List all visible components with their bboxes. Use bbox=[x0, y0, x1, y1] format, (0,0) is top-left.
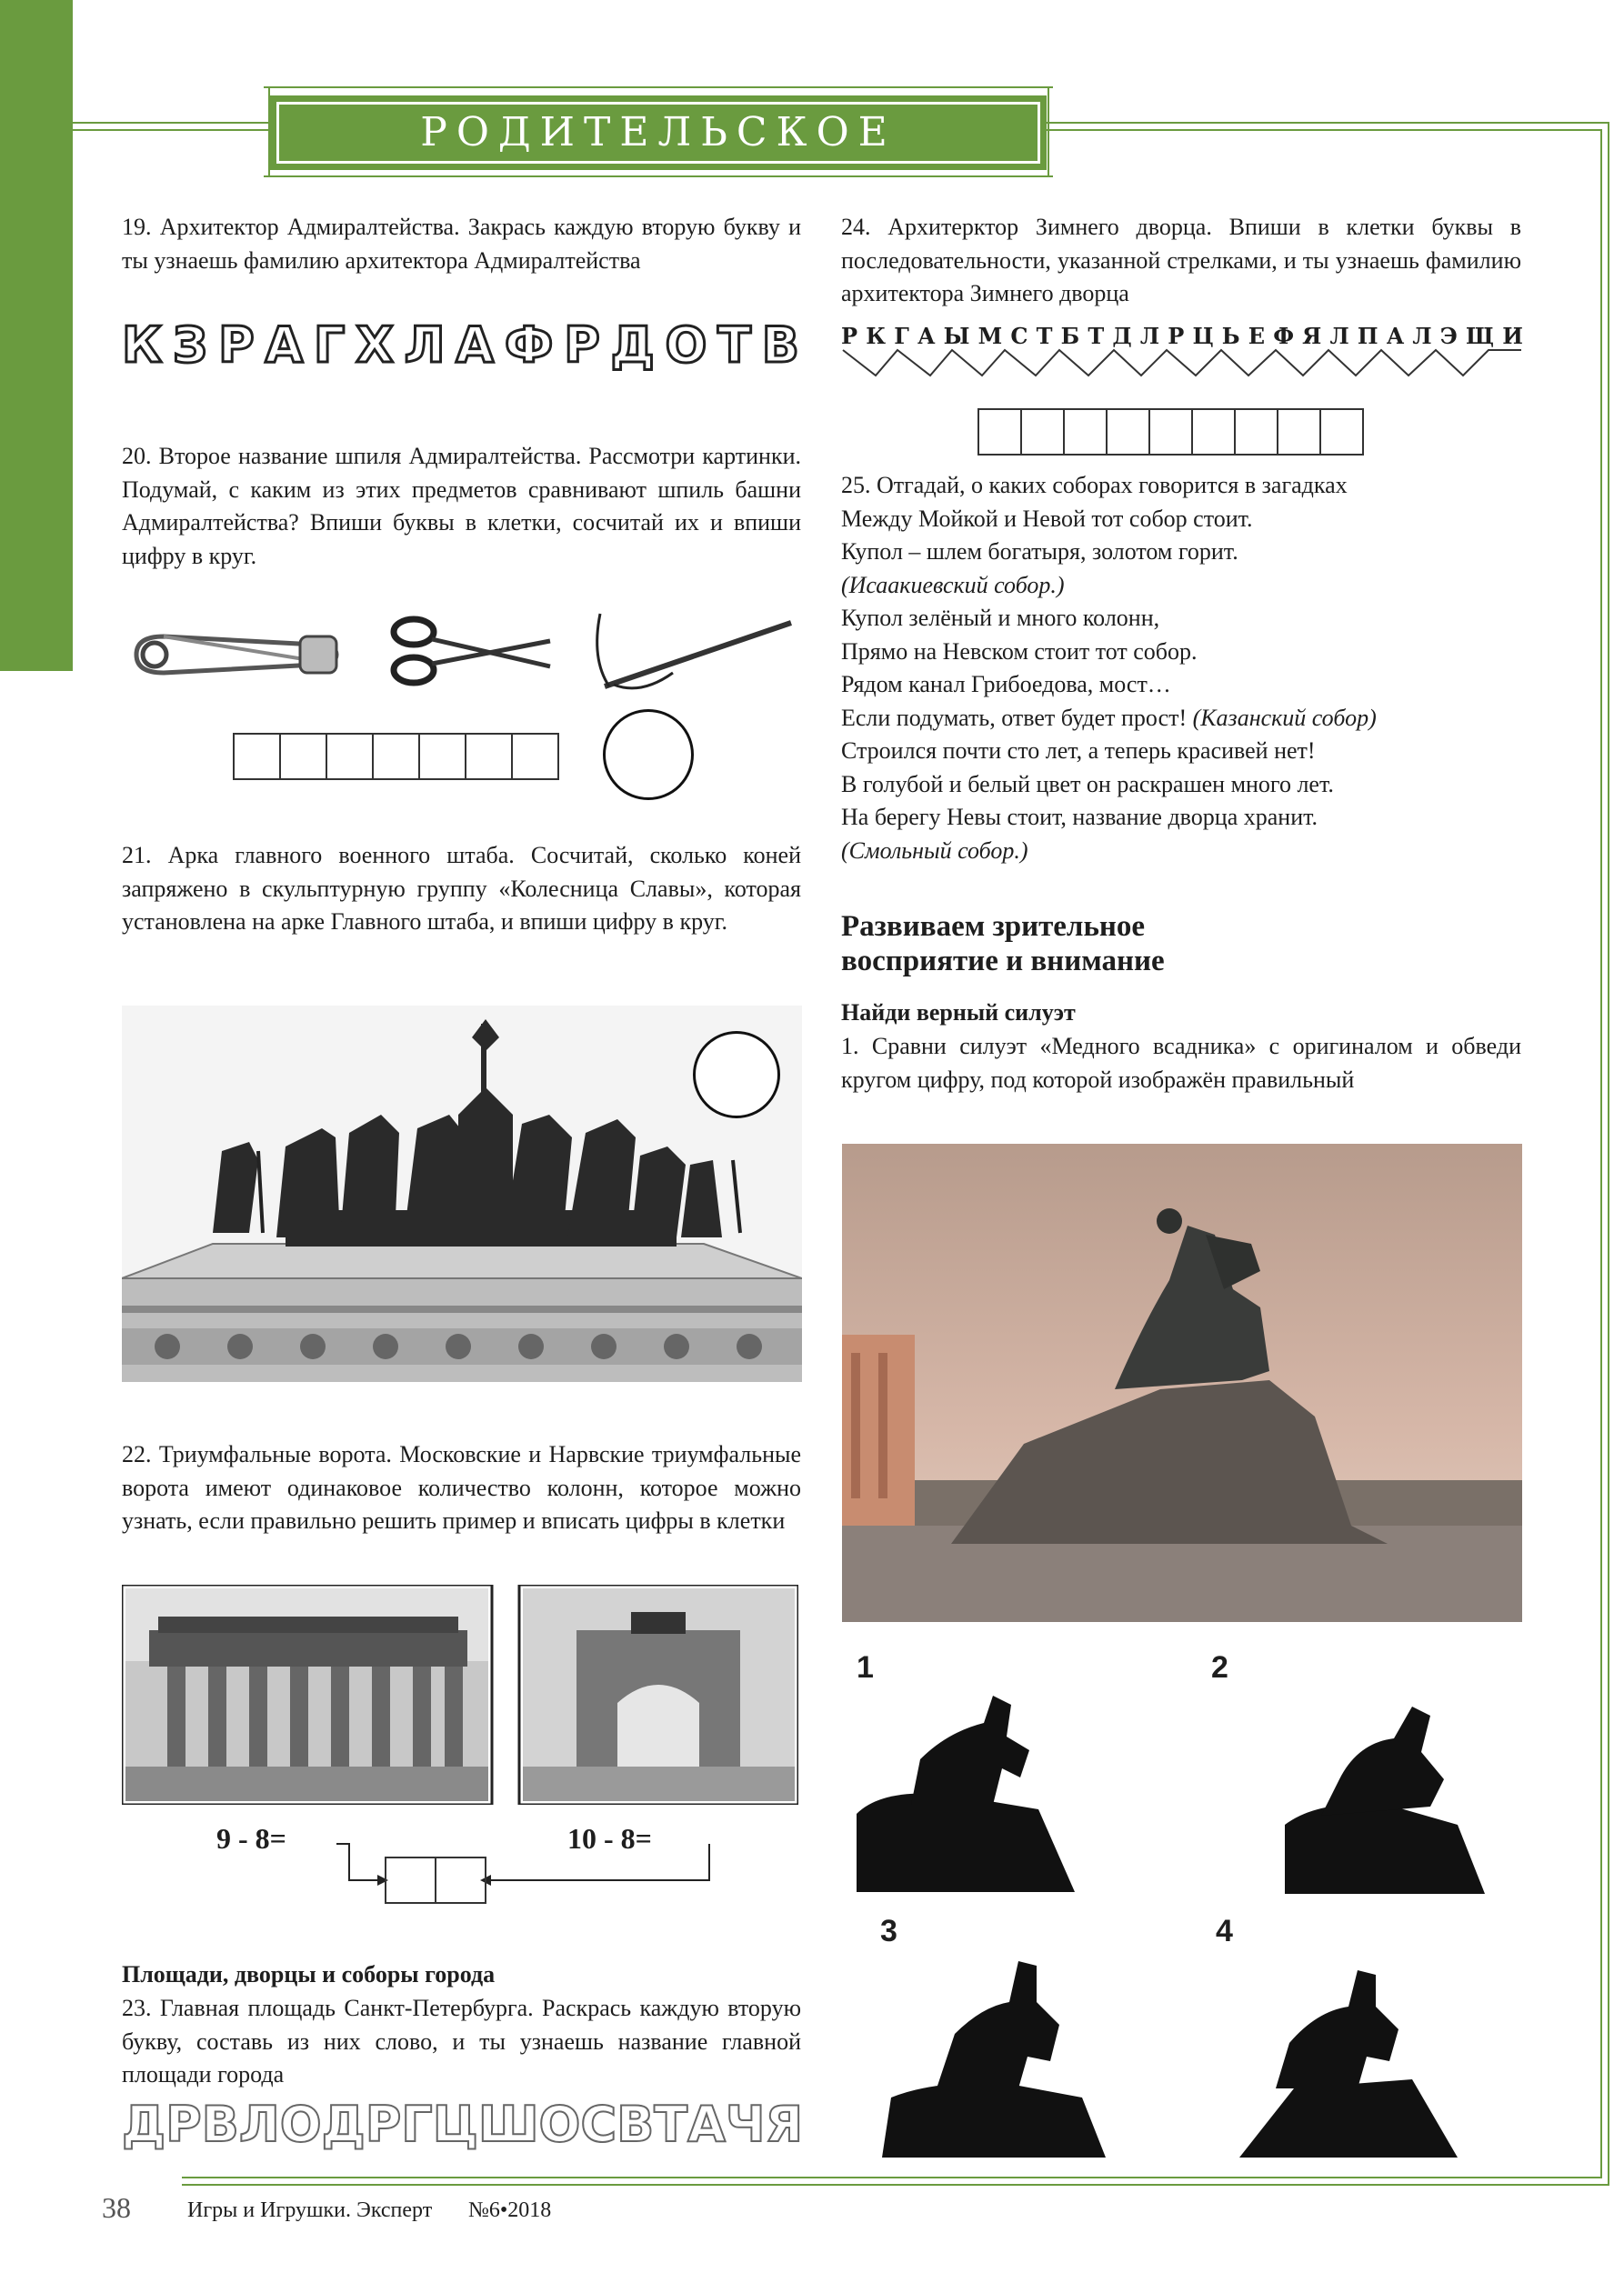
q21-answer-circle[interactable] bbox=[693, 1031, 780, 1118]
section-title-squares: Площади, дворцы и соборы города bbox=[122, 1961, 496, 1988]
riddle-line: Строился почти сто лет, а теперь красивей нет! bbox=[841, 737, 1316, 764]
frame-line bbox=[1048, 86, 1049, 177]
letter[interactable]: З bbox=[172, 316, 210, 374]
bronze-horseman-photo bbox=[842, 1144, 1522, 1622]
letter: Л bbox=[1329, 323, 1349, 349]
letter: П bbox=[1357, 323, 1378, 349]
silhouette-number[interactable]: 3 bbox=[880, 1914, 897, 1948]
silhouette-2 bbox=[1285, 1688, 1485, 1894]
letter[interactable]: О bbox=[279, 2096, 322, 2153]
riddle-line-text: Если подумать, ответ будет прост! bbox=[841, 704, 1193, 731]
frame-line bbox=[182, 2177, 1602, 2178]
letter[interactable]: А bbox=[265, 316, 306, 374]
q23-letter-row bbox=[122, 2096, 804, 2159]
letter[interactable]: А bbox=[687, 2096, 726, 2153]
letter: Ф bbox=[1273, 323, 1294, 349]
silhouette-1 bbox=[857, 1687, 1075, 1892]
riddle-answer: (Казанский собор) bbox=[1192, 704, 1377, 731]
letter: Э bbox=[1439, 323, 1458, 349]
answer-cell[interactable] bbox=[977, 408, 1022, 456]
letter[interactable]: Х bbox=[356, 316, 396, 374]
equation-left: 9 - 8= bbox=[216, 1822, 286, 1855]
frame-line bbox=[1608, 122, 1609, 2184]
letter: Щ bbox=[1466, 323, 1495, 349]
letter[interactable]: Г bbox=[401, 2096, 433, 2153]
frame-line bbox=[268, 86, 270, 177]
answer-cell[interactable] bbox=[1191, 408, 1236, 456]
letter: Р bbox=[1168, 323, 1185, 349]
frame-line bbox=[73, 122, 271, 124]
letter: Т bbox=[1036, 323, 1053, 349]
riddle-line: В голубой и белый цвет он раскрашен много лет. bbox=[841, 770, 1334, 797]
letter: Б bbox=[1060, 323, 1080, 349]
letter[interactable]: Р bbox=[165, 2096, 202, 2153]
silhouette-number[interactable]: 2 bbox=[1211, 1650, 1228, 1685]
scissors-image bbox=[386, 614, 555, 691]
letter[interactable]: Р bbox=[365, 2096, 402, 2153]
riddle-answer: (Смольный собор.) bbox=[841, 836, 1028, 864]
answer-cell[interactable] bbox=[326, 733, 374, 780]
letter[interactable]: Д bbox=[321, 2096, 366, 2153]
page-title: РОДИТЕЛЬСКОЕ СОБРАНИЕ bbox=[420, 109, 897, 226]
q22-text: 22. Триумфальные ворота. Московские и Нарвские триумфальные ворота имеют одинаковое количество колонн, которое можно узнать, если правильно решить пример и вписать цифры в клетки bbox=[122, 1441, 801, 1534]
riddle-line: Купол зелёный и много колонн, bbox=[841, 605, 1160, 631]
answer-cell[interactable] bbox=[511, 733, 559, 780]
answer-cell[interactable] bbox=[435, 1857, 486, 1904]
letter[interactable]: Г bbox=[314, 316, 347, 374]
task1-text: 1. Сравни силуэт «Медного всадника» с оригиналом и обведи кругом цифру, под которой изображён правильный bbox=[841, 1033, 1521, 1093]
silhouette-3 bbox=[882, 1952, 1106, 2158]
letter[interactable]: Л bbox=[238, 2096, 280, 2153]
letter[interactable]: Р bbox=[218, 316, 256, 374]
letter[interactable]: О bbox=[538, 2096, 581, 2153]
safety-pin-image bbox=[127, 618, 346, 691]
q20-answer-circle[interactable] bbox=[603, 709, 694, 800]
answer-cell[interactable] bbox=[372, 733, 420, 780]
riddle-line: Между Мойкой и Невой тот собор стоит. bbox=[841, 505, 1253, 532]
answer-cell[interactable] bbox=[465, 733, 513, 780]
letter[interactable]: Я bbox=[765, 2096, 804, 2153]
silhouette-number[interactable]: 4 bbox=[1216, 1914, 1233, 1948]
frame-line bbox=[1046, 122, 1609, 124]
letter[interactable]: В bbox=[201, 2096, 239, 2153]
q19-text: 19. Архитектор Адмиралтейства. Закрась каждую вторую букву и ты узнаешь фамилию архитектора Адмиралтейства bbox=[122, 214, 801, 274]
letter[interactable]: Ш bbox=[477, 2096, 539, 2153]
q24-arrows bbox=[841, 348, 1525, 381]
letter: Е bbox=[1248, 323, 1266, 349]
section-heading: Развиваем зрительное восприятие и внимание bbox=[841, 910, 1165, 977]
letter: Т bbox=[1088, 323, 1105, 349]
equation-right: 10 - 8= bbox=[567, 1822, 652, 1855]
letter: М bbox=[977, 323, 1003, 349]
riddle-line: На берегу Невы стоит, название дворца хранит. bbox=[841, 804, 1318, 830]
answer-cell[interactable] bbox=[279, 733, 327, 780]
q19-letter-row bbox=[122, 316, 801, 380]
gates-photos bbox=[122, 1585, 798, 1805]
q24-answer-cells bbox=[977, 408, 1364, 456]
frame-line bbox=[73, 129, 271, 131]
riddle-line: Прямо на Невском стоит тот собор. bbox=[841, 637, 1198, 665]
silhouette-number[interactable]: 1 bbox=[857, 1650, 874, 1685]
answer-cell[interactable] bbox=[1234, 408, 1278, 456]
answer-cell[interactable] bbox=[1063, 408, 1108, 456]
page-number: 38 bbox=[102, 2191, 131, 2224]
letter: Л bbox=[1139, 323, 1160, 349]
q24-letter-row bbox=[841, 323, 1523, 349]
letter: Г bbox=[894, 323, 909, 349]
letter[interactable]: Ф bbox=[504, 316, 556, 374]
letter: Р bbox=[841, 323, 858, 349]
letter[interactable]: Ч bbox=[725, 2096, 766, 2153]
q20-text: 20. Второе название шпиля Адмиралтейства. Рассмотри картинки. Подумай, с каким из этих предметов сравнивают шпиль башни Адмиралтейства? Впиши буквы в клетки, сосчитай их и впиши цифру в круг. bbox=[122, 443, 801, 569]
frame-line bbox=[182, 2184, 1609, 2186]
answer-cell[interactable] bbox=[233, 733, 281, 780]
letter[interactable]: Р bbox=[564, 316, 602, 374]
green-sidebar-bar bbox=[0, 0, 73, 671]
letter[interactable]: А bbox=[456, 316, 496, 374]
q21-text: 21. Арка главного военного штаба. Сосчитай, сколько коней запряжено в скульптурную группу «Колесница Славы», которая установлена на арке Главного штаба, и впиши цифру в круг. bbox=[122, 842, 801, 935]
magazine-name: Игры и Игрушки. Эксперт bbox=[187, 2198, 433, 2222]
answer-cell[interactable] bbox=[385, 1857, 436, 1904]
letter[interactable]: С bbox=[580, 2096, 617, 2153]
answer-cell[interactable] bbox=[1277, 408, 1321, 456]
letter[interactable]: В bbox=[617, 2096, 655, 2153]
letter: Ц bbox=[1192, 323, 1214, 349]
answer-cell[interactable] bbox=[418, 733, 466, 780]
answer-cell[interactable] bbox=[1106, 408, 1150, 456]
answer-cell[interactable] bbox=[1319, 408, 1364, 456]
q20-answer-cells bbox=[233, 733, 559, 780]
letter: Д bbox=[1112, 323, 1132, 349]
frame-line bbox=[264, 86, 1053, 88]
q23-text: 23. Главная площадь Санкт-Петербурга. Раскрась каждую вторую букву, составь из них слово, и ты узнаешь название главной площади города bbox=[122, 1995, 801, 2088]
letter[interactable]: Д bbox=[610, 316, 657, 374]
frame-line bbox=[1046, 129, 1600, 131]
answer-cell[interactable] bbox=[1020, 408, 1065, 456]
letter[interactable]: К bbox=[122, 316, 165, 374]
letter: А bbox=[1386, 323, 1405, 349]
q25-intro: 25. Отгадай, о каких соборах говорится в загадках bbox=[841, 472, 1348, 498]
letter: И bbox=[1502, 323, 1523, 349]
answer-cell[interactable] bbox=[1148, 408, 1193, 456]
riddle-line: Купол – шлем богатыря, золотом горит. bbox=[841, 538, 1238, 565]
letter[interactable]: Т bbox=[717, 316, 753, 374]
q22-answer-cells bbox=[385, 1857, 486, 1904]
letter[interactable]: Д bbox=[122, 2096, 166, 2153]
letter[interactable]: Л bbox=[404, 316, 447, 374]
riddle-answer: (Исаакиевский собор.) bbox=[841, 571, 1065, 598]
q24-text: 24. Архитерктор Зимнего дворца. Впиши в клетки буквы в последовательности, указанной стрелками, и ты узнаешь фамилию архитектора Зимнего дворца bbox=[841, 214, 1521, 306]
letter: К bbox=[866, 323, 887, 349]
letter[interactable]: В bbox=[761, 316, 801, 374]
letter: А bbox=[917, 323, 936, 349]
needle-image bbox=[586, 605, 796, 700]
frame-line bbox=[1600, 129, 1602, 2177]
subheading: Найди верный силуэт bbox=[841, 999, 1076, 1026]
letter: Ы bbox=[943, 323, 970, 349]
letter: Л bbox=[1412, 323, 1432, 349]
letter: Ь bbox=[1221, 323, 1240, 349]
silhouette-4 bbox=[1239, 1952, 1458, 2158]
letter: Я bbox=[1302, 323, 1322, 349]
riddle-line: Рядом канал Грибоедова, мост… bbox=[841, 671, 1171, 697]
letter[interactable]: Т bbox=[654, 2096, 688, 2153]
riddle-line bbox=[841, 702, 1521, 736]
issue-number: №6•2018 bbox=[468, 2198, 552, 2222]
q25-block bbox=[841, 469, 1521, 867]
letter[interactable]: О bbox=[665, 316, 709, 374]
letter: С bbox=[1010, 323, 1028, 349]
letter[interactable]: Ц bbox=[432, 2096, 478, 2153]
